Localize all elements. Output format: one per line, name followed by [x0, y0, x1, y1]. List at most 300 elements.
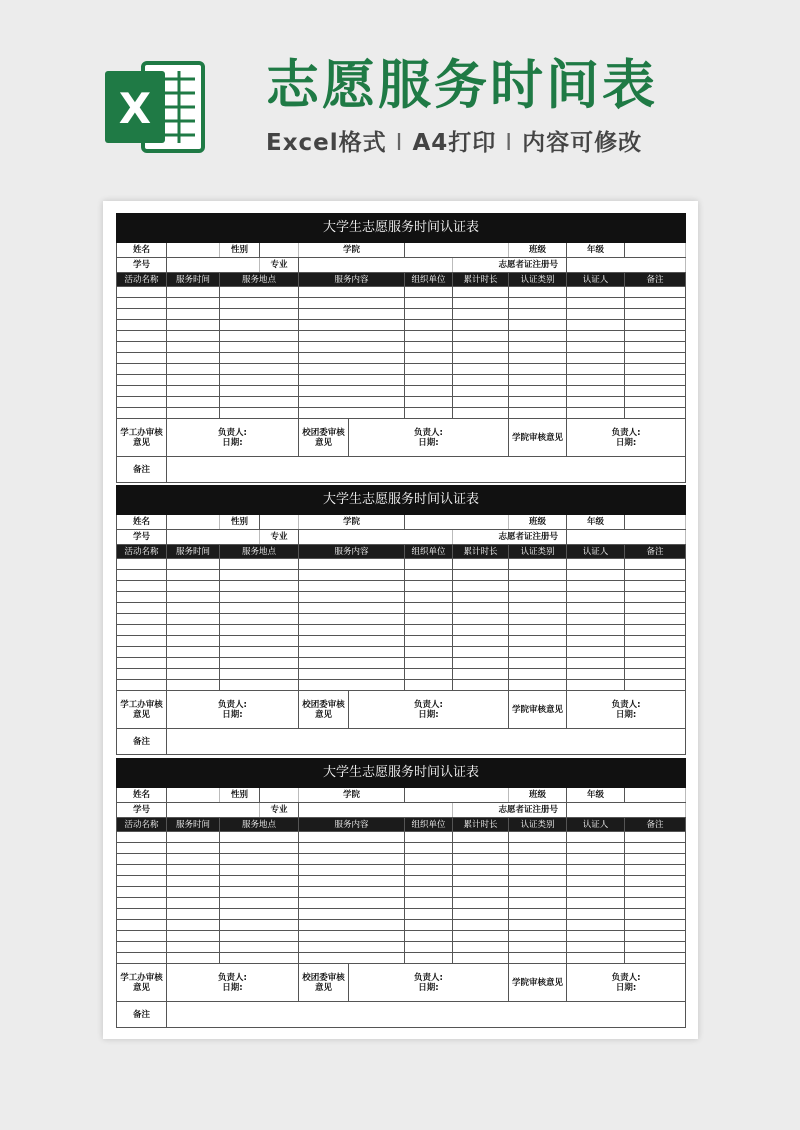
table-cell[interactable]: [167, 570, 220, 581]
table-cell[interactable]: [567, 669, 625, 680]
table-cell[interactable]: [299, 887, 405, 898]
table-cell[interactable]: [220, 570, 299, 581]
table-cell[interactable]: [220, 931, 299, 942]
table-cell[interactable]: [167, 931, 220, 942]
sign-office3[interactable]: [567, 964, 686, 1002]
table-cell[interactable]: [117, 386, 167, 397]
table-cell[interactable]: [220, 309, 299, 320]
table-cell[interactable]: [509, 843, 567, 854]
table-cell[interactable]: [299, 397, 405, 408]
table-cell[interactable]: [167, 647, 220, 658]
table-cell[interactable]: [117, 887, 167, 898]
table-cell[interactable]: [453, 898, 509, 909]
table-cell[interactable]: [567, 592, 625, 603]
table-cell[interactable]: [625, 331, 686, 342]
table-cell[interactable]: [509, 669, 567, 680]
table-cell[interactable]: [117, 931, 167, 942]
table-cell[interactable]: [405, 942, 453, 953]
table-cell[interactable]: [567, 364, 625, 375]
table-cell[interactable]: [117, 832, 167, 843]
field-note[interactable]: [167, 457, 686, 483]
table-cell[interactable]: [299, 364, 405, 375]
table-cell[interactable]: [453, 680, 509, 691]
table-cell[interactable]: [625, 898, 686, 909]
table-cell[interactable]: [299, 843, 405, 854]
table-cell[interactable]: [453, 942, 509, 953]
table-cell[interactable]: [453, 592, 509, 603]
table-cell[interactable]: [405, 865, 453, 876]
sign-office1[interactable]: [167, 419, 299, 457]
table-cell[interactable]: [167, 364, 220, 375]
table-cell[interactable]: [509, 625, 567, 636]
table-cell[interactable]: [299, 625, 405, 636]
table-cell[interactable]: [625, 309, 686, 320]
table-cell[interactable]: [625, 832, 686, 843]
table-cell[interactable]: [117, 592, 167, 603]
table-cell[interactable]: [567, 298, 625, 309]
table-cell[interactable]: [117, 397, 167, 408]
table-cell[interactable]: [220, 614, 299, 625]
table-cell[interactable]: [117, 559, 167, 570]
table-cell[interactable]: [625, 909, 686, 920]
table-cell[interactable]: [453, 342, 509, 353]
table-cell[interactable]: [167, 669, 220, 680]
table-cell[interactable]: [509, 581, 567, 592]
table-cell[interactable]: [299, 614, 405, 625]
table-cell[interactable]: [405, 832, 453, 843]
table-cell[interactable]: [220, 920, 299, 931]
table-cell[interactable]: [299, 581, 405, 592]
table-cell[interactable]: [509, 320, 567, 331]
field-name[interactable]: [167, 515, 220, 530]
table-cell[interactable]: [567, 865, 625, 876]
table-cell[interactable]: [299, 832, 405, 843]
table-cell[interactable]: [509, 898, 567, 909]
field-grade[interactable]: [625, 515, 686, 530]
field-gender[interactable]: [260, 243, 299, 258]
table-cell[interactable]: [567, 920, 625, 931]
table-cell[interactable]: [117, 865, 167, 876]
table-cell[interactable]: [117, 876, 167, 887]
sign-office3[interactable]: [567, 691, 686, 729]
table-cell[interactable]: [625, 931, 686, 942]
table-cell[interactable]: [167, 375, 220, 386]
table-cell[interactable]: [509, 408, 567, 419]
table-cell[interactable]: [453, 570, 509, 581]
table-cell[interactable]: [167, 397, 220, 408]
table-cell[interactable]: [509, 592, 567, 603]
table-cell[interactable]: [220, 953, 299, 964]
table-cell[interactable]: [625, 953, 686, 964]
table-cell[interactable]: [167, 386, 220, 397]
table-cell[interactable]: [167, 953, 220, 964]
table-cell[interactable]: [117, 909, 167, 920]
table-cell[interactable]: [299, 898, 405, 909]
table-cell[interactable]: [117, 647, 167, 658]
table-cell[interactable]: [117, 636, 167, 647]
table-cell[interactable]: [220, 559, 299, 570]
table-cell[interactable]: [117, 614, 167, 625]
table-cell[interactable]: [117, 603, 167, 614]
field-gender[interactable]: [260, 515, 299, 530]
table-cell[interactable]: [509, 386, 567, 397]
table-cell[interactable]: [117, 898, 167, 909]
table-cell[interactable]: [453, 832, 509, 843]
table-cell[interactable]: [509, 854, 567, 865]
table-cell[interactable]: [405, 953, 453, 964]
table-cell[interactable]: [453, 669, 509, 680]
table-cell[interactable]: [453, 876, 509, 887]
table-cell[interactable]: [453, 931, 509, 942]
table-cell[interactable]: [625, 592, 686, 603]
table-cell[interactable]: [117, 570, 167, 581]
table-cell[interactable]: [117, 287, 167, 298]
table-cell[interactable]: [567, 658, 625, 669]
table-cell[interactable]: [299, 669, 405, 680]
table-cell[interactable]: [625, 887, 686, 898]
table-cell[interactable]: [117, 353, 167, 364]
table-cell[interactable]: [299, 592, 405, 603]
table-cell[interactable]: [405, 887, 453, 898]
table-cell[interactable]: [299, 647, 405, 658]
table-cell[interactable]: [299, 865, 405, 876]
table-cell[interactable]: [625, 680, 686, 691]
field-college[interactable]: [405, 243, 509, 258]
table-cell[interactable]: [567, 331, 625, 342]
table-cell[interactable]: [567, 854, 625, 865]
table-cell[interactable]: [220, 843, 299, 854]
table-cell[interactable]: [299, 320, 405, 331]
table-cell[interactable]: [625, 581, 686, 592]
table-cell[interactable]: [453, 843, 509, 854]
table-cell[interactable]: [567, 832, 625, 843]
table-cell[interactable]: [509, 865, 567, 876]
table-cell[interactable]: [167, 408, 220, 419]
table-cell[interactable]: [117, 408, 167, 419]
table-cell[interactable]: [625, 658, 686, 669]
sign-office3[interactable]: [567, 419, 686, 457]
table-cell[interactable]: [405, 647, 453, 658]
field-name[interactable]: [167, 243, 220, 258]
table-cell[interactable]: [453, 854, 509, 865]
table-cell[interactable]: [567, 581, 625, 592]
table-cell[interactable]: [509, 331, 567, 342]
table-cell[interactable]: [625, 408, 686, 419]
table-cell[interactable]: [509, 559, 567, 570]
table-cell[interactable]: [167, 680, 220, 691]
table-cell[interactable]: [220, 592, 299, 603]
table-cell[interactable]: [117, 581, 167, 592]
table-cell[interactable]: [567, 603, 625, 614]
sign-office2[interactable]: [349, 691, 509, 729]
table-cell[interactable]: [509, 876, 567, 887]
table-cell[interactable]: [567, 570, 625, 581]
table-cell[interactable]: [167, 625, 220, 636]
table-cell[interactable]: [453, 386, 509, 397]
table-cell[interactable]: [509, 953, 567, 964]
table-cell[interactable]: [405, 592, 453, 603]
table-cell[interactable]: [509, 375, 567, 386]
table-cell[interactable]: [567, 680, 625, 691]
field-college[interactable]: [405, 515, 509, 530]
table-cell[interactable]: [567, 953, 625, 964]
table-cell[interactable]: [625, 320, 686, 331]
table-cell[interactable]: [509, 287, 567, 298]
sign-office1[interactable]: [167, 964, 299, 1002]
table-cell[interactable]: [220, 408, 299, 419]
field-major[interactable]: [299, 258, 453, 273]
table-cell[interactable]: [509, 353, 567, 364]
table-cell[interactable]: [299, 408, 405, 419]
table-cell[interactable]: [117, 942, 167, 953]
table-cell[interactable]: [167, 865, 220, 876]
table-cell[interactable]: [567, 353, 625, 364]
table-cell[interactable]: [625, 298, 686, 309]
table-cell[interactable]: [220, 636, 299, 647]
table-cell[interactable]: [117, 309, 167, 320]
table-cell[interactable]: [167, 603, 220, 614]
field-major[interactable]: [299, 530, 453, 545]
table-cell[interactable]: [220, 669, 299, 680]
table-cell[interactable]: [220, 854, 299, 865]
table-cell[interactable]: [567, 408, 625, 419]
table-cell[interactable]: [405, 331, 453, 342]
table-cell[interactable]: [220, 397, 299, 408]
sign-office2[interactable]: [349, 964, 509, 1002]
sign-office1[interactable]: [167, 691, 299, 729]
table-cell[interactable]: [405, 570, 453, 581]
table-cell[interactable]: [299, 942, 405, 953]
table-cell[interactable]: [509, 680, 567, 691]
table-cell[interactable]: [220, 865, 299, 876]
table-cell[interactable]: [509, 298, 567, 309]
table-cell[interactable]: [299, 603, 405, 614]
table-cell[interactable]: [299, 909, 405, 920]
table-cell[interactable]: [625, 876, 686, 887]
table-cell[interactable]: [405, 298, 453, 309]
table-cell[interactable]: [405, 320, 453, 331]
table-cell[interactable]: [625, 375, 686, 386]
table-cell[interactable]: [167, 920, 220, 931]
table-cell[interactable]: [509, 570, 567, 581]
field-major[interactable]: [299, 803, 453, 818]
table-cell[interactable]: [220, 658, 299, 669]
table-cell[interactable]: [567, 898, 625, 909]
table-cell[interactable]: [299, 570, 405, 581]
table-cell[interactable]: [405, 854, 453, 865]
table-cell[interactable]: [625, 843, 686, 854]
table-cell[interactable]: [167, 909, 220, 920]
table-cell[interactable]: [567, 931, 625, 942]
table-cell[interactable]: [567, 887, 625, 898]
table-cell[interactable]: [167, 658, 220, 669]
table-cell[interactable]: [453, 331, 509, 342]
table-cell[interactable]: [167, 287, 220, 298]
table-cell[interactable]: [405, 636, 453, 647]
field-note[interactable]: [167, 1002, 686, 1028]
table-cell[interactable]: [567, 843, 625, 854]
table-cell[interactable]: [299, 353, 405, 364]
table-cell[interactable]: [453, 287, 509, 298]
table-cell[interactable]: [453, 353, 509, 364]
field-volunteer-id[interactable]: [567, 803, 686, 818]
table-cell[interactable]: [453, 375, 509, 386]
field-grade[interactable]: [625, 243, 686, 258]
field-student-id[interactable]: [167, 258, 260, 273]
table-cell[interactable]: [453, 581, 509, 592]
table-cell[interactable]: [299, 876, 405, 887]
table-cell[interactable]: [220, 832, 299, 843]
table-cell[interactable]: [453, 364, 509, 375]
table-cell[interactable]: [567, 287, 625, 298]
table-cell[interactable]: [405, 920, 453, 931]
table-cell[interactable]: [625, 603, 686, 614]
table-cell[interactable]: [405, 309, 453, 320]
table-cell[interactable]: [220, 364, 299, 375]
table-cell[interactable]: [405, 581, 453, 592]
table-cell[interactable]: [167, 298, 220, 309]
table-cell[interactable]: [299, 386, 405, 397]
table-cell[interactable]: [567, 942, 625, 953]
table-cell[interactable]: [625, 625, 686, 636]
table-cell[interactable]: [567, 909, 625, 920]
table-cell[interactable]: [220, 320, 299, 331]
table-cell[interactable]: [299, 342, 405, 353]
table-cell[interactable]: [167, 353, 220, 364]
field-gender[interactable]: [260, 788, 299, 803]
table-cell[interactable]: [509, 920, 567, 931]
table-cell[interactable]: [509, 832, 567, 843]
table-cell[interactable]: [405, 353, 453, 364]
table-cell[interactable]: [405, 658, 453, 669]
table-cell[interactable]: [567, 320, 625, 331]
table-cell[interactable]: [453, 920, 509, 931]
table-cell[interactable]: [509, 647, 567, 658]
table-cell[interactable]: [453, 309, 509, 320]
table-cell[interactable]: [405, 931, 453, 942]
table-cell[interactable]: [509, 658, 567, 669]
table-cell[interactable]: [299, 375, 405, 386]
table-cell[interactable]: [567, 647, 625, 658]
table-cell[interactable]: [625, 920, 686, 931]
table-cell[interactable]: [220, 942, 299, 953]
table-cell[interactable]: [405, 680, 453, 691]
table-cell[interactable]: [509, 364, 567, 375]
table-cell[interactable]: [220, 287, 299, 298]
field-volunteer-id[interactable]: [567, 258, 686, 273]
table-cell[interactable]: [220, 353, 299, 364]
table-cell[interactable]: [453, 887, 509, 898]
table-cell[interactable]: [220, 887, 299, 898]
table-cell[interactable]: [299, 931, 405, 942]
table-cell[interactable]: [299, 920, 405, 931]
table-cell[interactable]: [625, 364, 686, 375]
table-cell[interactable]: [509, 931, 567, 942]
table-cell[interactable]: [117, 320, 167, 331]
table-cell[interactable]: [509, 942, 567, 953]
table-cell[interactable]: [405, 843, 453, 854]
table-cell[interactable]: [299, 658, 405, 669]
table-cell[interactable]: [453, 953, 509, 964]
table-cell[interactable]: [625, 865, 686, 876]
table-cell[interactable]: [220, 331, 299, 342]
table-cell[interactable]: [405, 386, 453, 397]
table-cell[interactable]: [117, 331, 167, 342]
table-cell[interactable]: [625, 647, 686, 658]
table-cell[interactable]: [167, 614, 220, 625]
table-cell[interactable]: [167, 832, 220, 843]
table-cell[interactable]: [567, 876, 625, 887]
table-cell[interactable]: [509, 887, 567, 898]
table-cell[interactable]: [117, 298, 167, 309]
table-cell[interactable]: [453, 636, 509, 647]
table-cell[interactable]: [405, 287, 453, 298]
table-cell[interactable]: [220, 298, 299, 309]
sign-office2[interactable]: [349, 419, 509, 457]
table-cell[interactable]: [220, 647, 299, 658]
table-cell[interactable]: [167, 331, 220, 342]
table-cell[interactable]: [453, 298, 509, 309]
table-cell[interactable]: [167, 898, 220, 909]
table-cell[interactable]: [625, 570, 686, 581]
table-cell[interactable]: [117, 920, 167, 931]
table-cell[interactable]: [167, 854, 220, 865]
field-volunteer-id[interactable]: [567, 530, 686, 545]
table-cell[interactable]: [405, 559, 453, 570]
table-cell[interactable]: [220, 386, 299, 397]
table-cell[interactable]: [117, 680, 167, 691]
field-student-id[interactable]: [167, 530, 260, 545]
table-cell[interactable]: [405, 603, 453, 614]
field-name[interactable]: [167, 788, 220, 803]
table-cell[interactable]: [405, 364, 453, 375]
field-student-id[interactable]: [167, 803, 260, 818]
table-cell[interactable]: [220, 342, 299, 353]
table-cell[interactable]: [405, 614, 453, 625]
table-cell[interactable]: [117, 843, 167, 854]
table-cell[interactable]: [117, 669, 167, 680]
table-cell[interactable]: [117, 364, 167, 375]
table-cell[interactable]: [167, 342, 220, 353]
table-cell[interactable]: [299, 287, 405, 298]
table-cell[interactable]: [453, 603, 509, 614]
table-cell[interactable]: [405, 397, 453, 408]
table-cell[interactable]: [625, 353, 686, 364]
table-cell[interactable]: [453, 559, 509, 570]
table-cell[interactable]: [299, 680, 405, 691]
table-cell[interactable]: [509, 309, 567, 320]
table-cell[interactable]: [167, 876, 220, 887]
table-cell[interactable]: [299, 298, 405, 309]
table-cell[interactable]: [453, 865, 509, 876]
table-cell[interactable]: [509, 397, 567, 408]
table-cell[interactable]: [167, 581, 220, 592]
table-cell[interactable]: [117, 375, 167, 386]
table-cell[interactable]: [405, 625, 453, 636]
table-cell[interactable]: [453, 320, 509, 331]
table-cell[interactable]: [567, 636, 625, 647]
table-cell[interactable]: [220, 603, 299, 614]
table-cell[interactable]: [567, 342, 625, 353]
table-cell[interactable]: [167, 843, 220, 854]
table-cell[interactable]: [299, 331, 405, 342]
table-cell[interactable]: [405, 876, 453, 887]
table-cell[interactable]: [567, 309, 625, 320]
table-cell[interactable]: [405, 375, 453, 386]
table-cell[interactable]: [567, 386, 625, 397]
table-cell[interactable]: [117, 658, 167, 669]
table-cell[interactable]: [167, 309, 220, 320]
